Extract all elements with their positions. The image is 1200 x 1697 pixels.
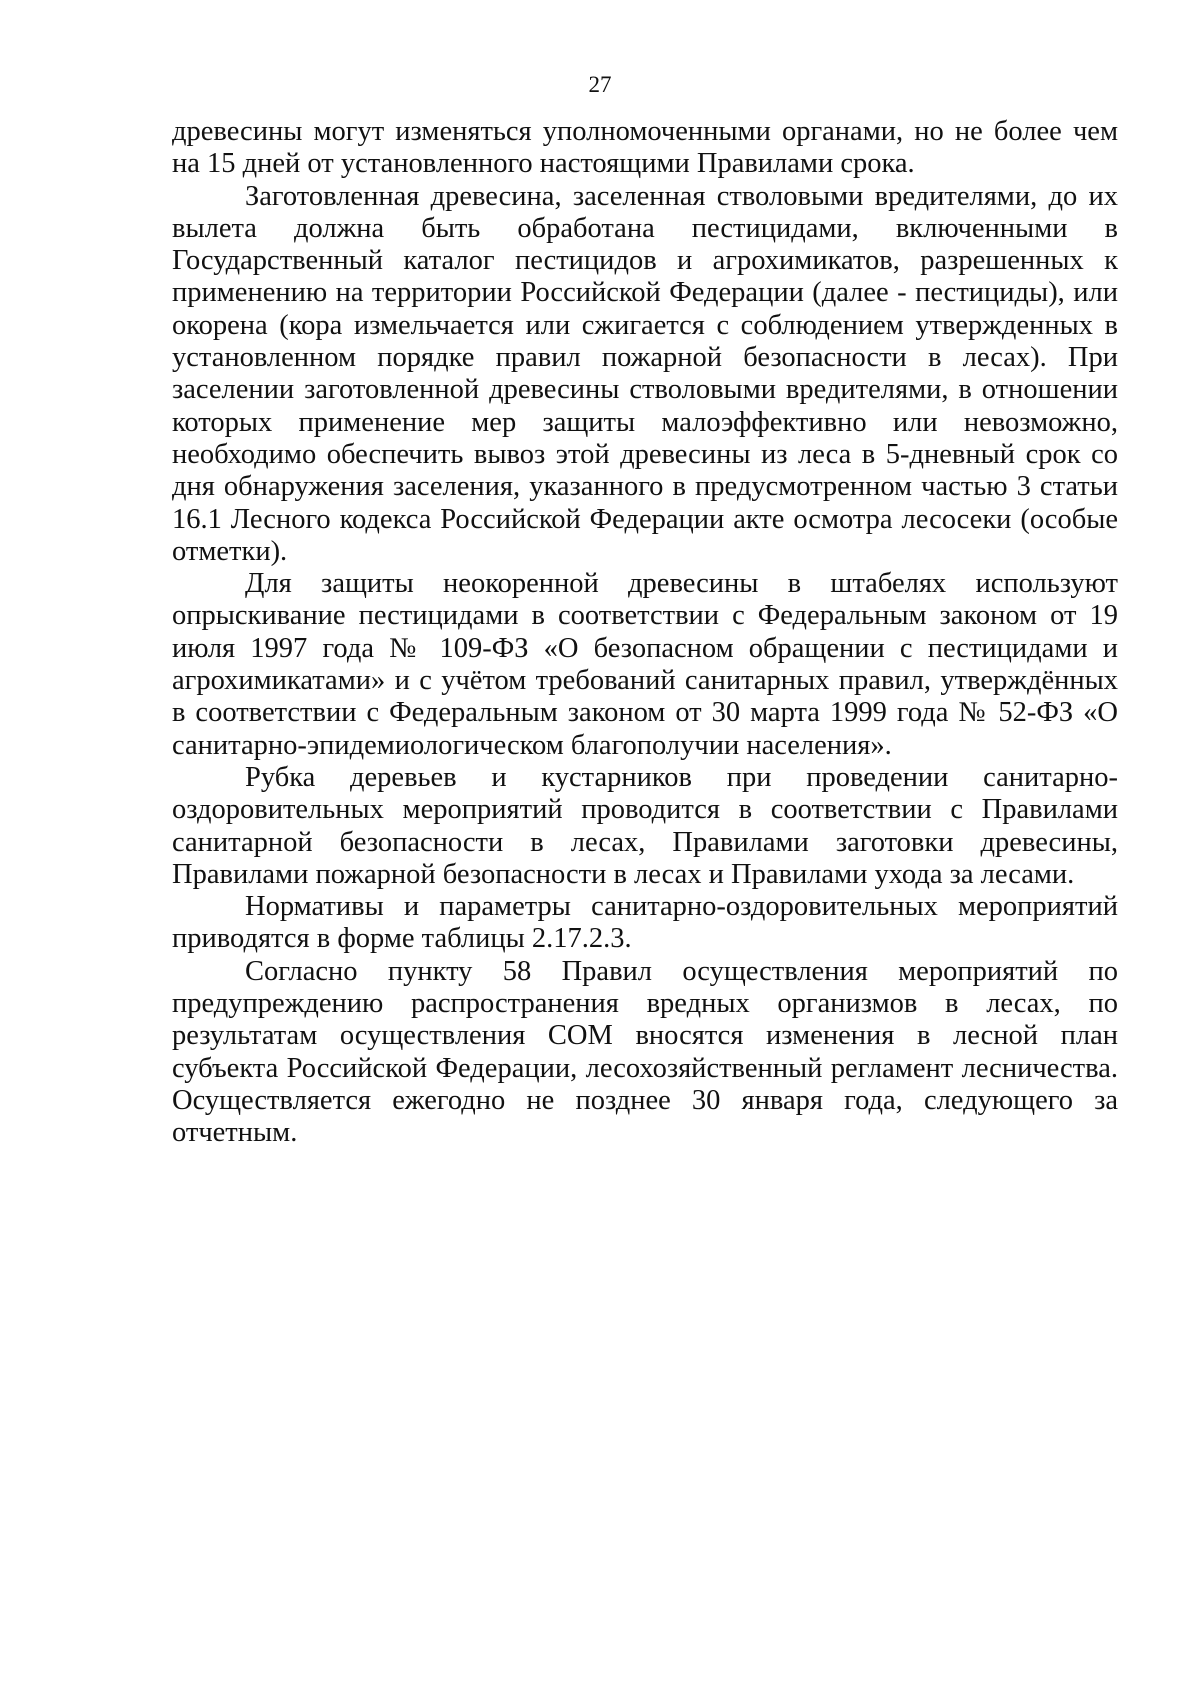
paragraph-pest-treatment: Заготовленная древесина, заселенная стволовыми вредителями, до их вылета должна быть обработана пестицидами, включенными в Государственный каталог пестицидов и агрохимикатов, разрешенных к применению на территории Российской Федерации (далее - пестициды), или окорена (кора измельчается или сжигается с соблюдением утвержденных в установленном порядке правил пожарной безопасности в лесах). При заселении заготовленной древесины стволовыми вредителями, в отношении которых применение мер защиты малоэффективно или невозможно, необходимо обеспечить вывоз этой древесины из леса в 5-дневный срок со дня обнаружения заселения, указанного в предусмотренном частью 3 статьи 16.1 Лесного кодекса Российской Федерации акте осмотра лесосеки (особые отметки).	[172, 180, 1118, 567]
paragraph-stack-protection: Для защиты неокоренной древесины в штабелях используют опрыскивание пестицидами в соответствии с Федеральным законом от 19 июля 1997 года № 109-ФЗ «О безопасном обращении с пестицидами и агрохимикатами» и с учётом требований санитарных правил, утверждённых в соответствии с Федеральным законом от 30 марта 1999 года № 52-ФЗ «О санитарно-эпидемиологическом благополучии населения».	[172, 568, 1118, 761]
page-number: 27	[588, 72, 612, 97]
paragraph-continuation: древесины могут изменяться уполномоченными органами, но не более чем на 15 дней от установленного настоящими Правилами срока.	[172, 116, 1118, 180]
paragraph-sanitary-felling: Рубка деревьев и кустарников при проведении санитарно-оздоровительных мероприятий проводится в соответствии с Правилами санитарной безопасности в лесах, Правилами заготовки древесины, Правилами пожарной безопасности в лесах и Правилами ухода за лесами.	[172, 761, 1118, 890]
document-body	[172, 116, 1118, 1150]
paragraph-norms-table: Нормативы и параметры санитарно-оздоровительных мероприятий приводятся в форме таблицы 2.17.2.3.	[172, 891, 1118, 955]
paragraph-plan-changes: Согласно пункту 58 Правил осуществления мероприятий по предупреждению распространения вредных организмов в лесах, по результатам осуществления СОМ вносятся изменения в лесной план субъекта Российской Федерации, лесохозяйственный регламент лесничества. Осуществляется ежегодно не позднее 30 января года, следующего за отчетным.	[172, 955, 1118, 1149]
